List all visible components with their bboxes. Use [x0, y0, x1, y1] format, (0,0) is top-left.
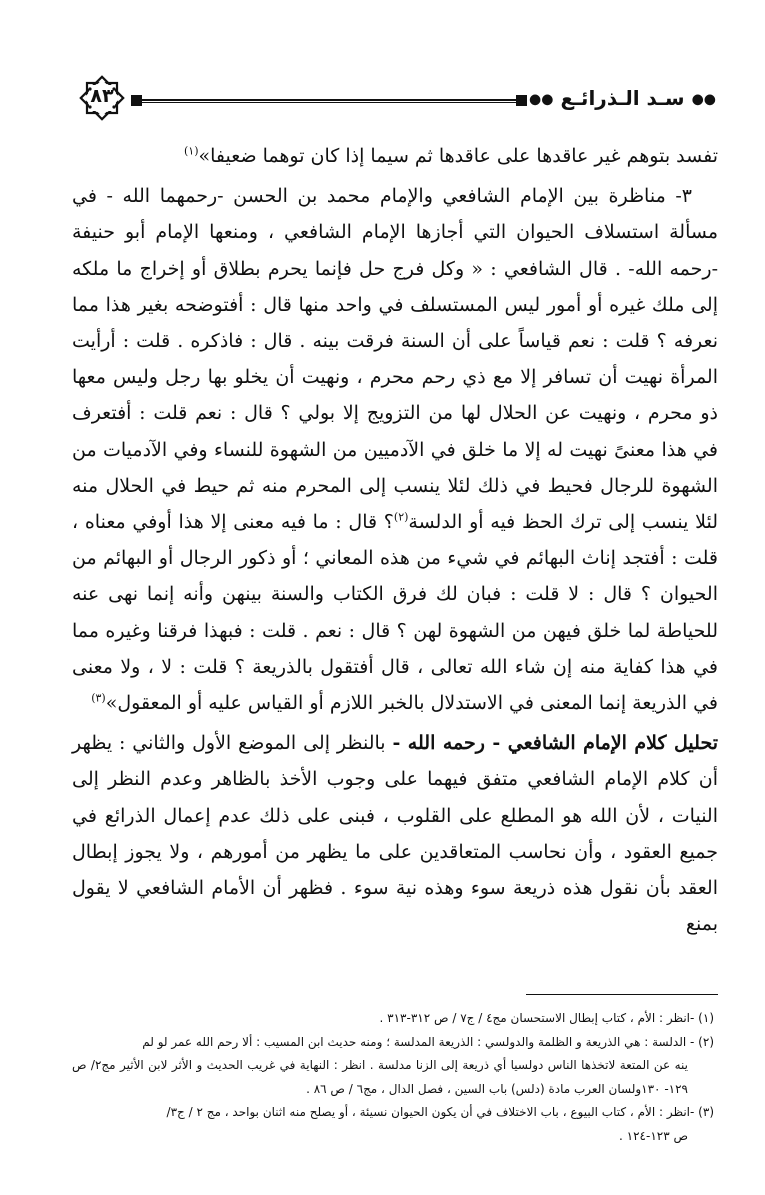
body-text	[72, 138, 718, 942]
footnote-separator	[526, 994, 718, 995]
rule-endcap-right	[516, 95, 527, 106]
header-rule	[132, 99, 522, 103]
analysis-heading: تحليل كلام الإمام الشافعي - رحمه الله -	[392, 732, 718, 755]
footnote-1: (١) -انظر : الأم ، كتاب إبطال الاستحسان مج٤ / ج٧ / ص ٣١٢-٣١٣ .	[379, 1011, 714, 1026]
page-number-badge	[76, 72, 128, 124]
footnote-ref-2[interactable]: (٢)	[393, 510, 409, 524]
footnote-marker: (٢)	[698, 1034, 714, 1049]
footnote-ref-3[interactable]: (٣)	[91, 691, 106, 705]
running-title	[529, 86, 716, 110]
paragraph-analysis: تحليل كلام الإمام الشافعي - رحمه الله - بالنظر إلى الموضع الأول والثاني : يظهر أن كلام الإمام الشافعي متفق فيهما على وجوب الأخذ بالظاهر وعدم النظر إلى النيات ، لأن الله هو المطلع على القلوب ، فبنى على ذلك عدم إعمال الذرائع في جميع العقود ، وأن نحاسب المتعاقدين على ما يظهر من أمورهم ، ولا يجوز إبطال العقد بأن نقول هذه ذريعة سوء وهذه نية سوء . فظهر أن الأمام الشافعي لا يقول بمنع	[72, 732, 718, 936]
footnote-3: (٣) -انظر : الأم ، كتاب البيوع ، باب الاختلاف في أن يكون الحيوان نسيئة ، أو يصلح منه اثنان بواحد ، مج ٢ / ج٣/ ص ١٢٣-١٢٤ .	[166, 1105, 714, 1143]
paragraph-continuation: تفسد بتوهم غير عاقدها على عاقدها ثم سيما إذا كان توهما ضعيفا»$^{(١)}$	[184, 144, 718, 167]
footnotes	[72, 1007, 718, 1148]
book-page	[72, 72, 718, 1148]
ornament-dots-left: ●●	[529, 91, 554, 108]
running-title-text: سـد الـذرائـع	[560, 86, 685, 110]
page-number: ٨٣	[90, 85, 114, 107]
footnote-marker: (١)	[698, 1011, 714, 1026]
footnote-2: (٢) - الدلسة : هي الذريعة و الظلمة والدولسي : الذريعة المدلسة ؛ ومنه حديث ابن المسيب : ألا رحم الله عمر لو لم ينه عن المتعة لاتخذها الناس دولسيا أي ذريعة إلى الزنا مدلسة . انظر : النهاية في غريب الحديث و الأثر لابن الأثير مج٢/ ص ١٢٩- ١٣٠ولسان العرب مادة (دلس) باب السين ، فصل الدال ، مج٦ / ص ٨٦ .	[72, 1034, 714, 1096]
running-header	[72, 72, 718, 122]
ornament-dots-right: ●●	[691, 91, 716, 108]
paragraph-debate: ٣- مناظرة بين الإمام الشافعي والإمام محمد بن الحسن -رحمهما الله - في مسألة استسلاف الحيوان التي أجازها الإمام الشافعي ، ومنعها الإمام أبو حنيفة -رحمه الله- . قال الشافعي : « وكل فرج حل فإنما يحرم بطلاق أو إخراج ما ملكه إلى ملك غيره أو أمور ليس المستسلف في واحد منها قال : أفتوضحه بغير هذا مما نعرفه ؟ قلت : نعم قياساً على أن السنة فرقت بينه . قال : فاذكره . قلت : أرأيت المرأة نهيت أن تسافر إلا مع ذي رحم محرم ، ونهيت أن يخلو بها رجل وليس معها ذو محرم ، ونهيت عن الحلال لها من التزويج إلا بولي ؟ قال : نعم قلت : أفتعرف في هذا معنىً نهيت له إلا ما خلق في الآدميين من الشهوة للنساء وفي الآدميات من الشهوة للرجال فحيط في ذلك لئلا ينسب إلى المحرم منه ثم حيط في الحلال منه لئلا ينسب إلى ترك الحظ فيه أو الدلسة$^{(٢)}$؟ قال : ما فيه معنى إلا هذا أوفي معناه ، قلت : أفتجد إناث البهائم في شيء من هذه المعاني ؛ أو ذكور الرجال أو البهائم من الحيوان ؟ قال : لا قلت : فبان لك فرق الكتاب والسنة بينهن وأنه إنما نهى عنه للحياطة لما خلق فيهن من الشهوة لهن ؟ قال : نعم . قلت : فبهذا فرقنا وغيره مما في هذا كفاية منه إن شاء الله تعالى ، قال أفتقول بالذريعة ؟ قلت : لا ، ولا معنى في الذريعة إنما المعنى في الاستدلال بالخبر اللازم أو القياس عليه أو المعقول»$^{(٣)}$	[72, 185, 719, 715]
footnote-ref-1[interactable]: (١)	[184, 144, 199, 158]
footnote-marker: (٣)	[698, 1105, 714, 1120]
